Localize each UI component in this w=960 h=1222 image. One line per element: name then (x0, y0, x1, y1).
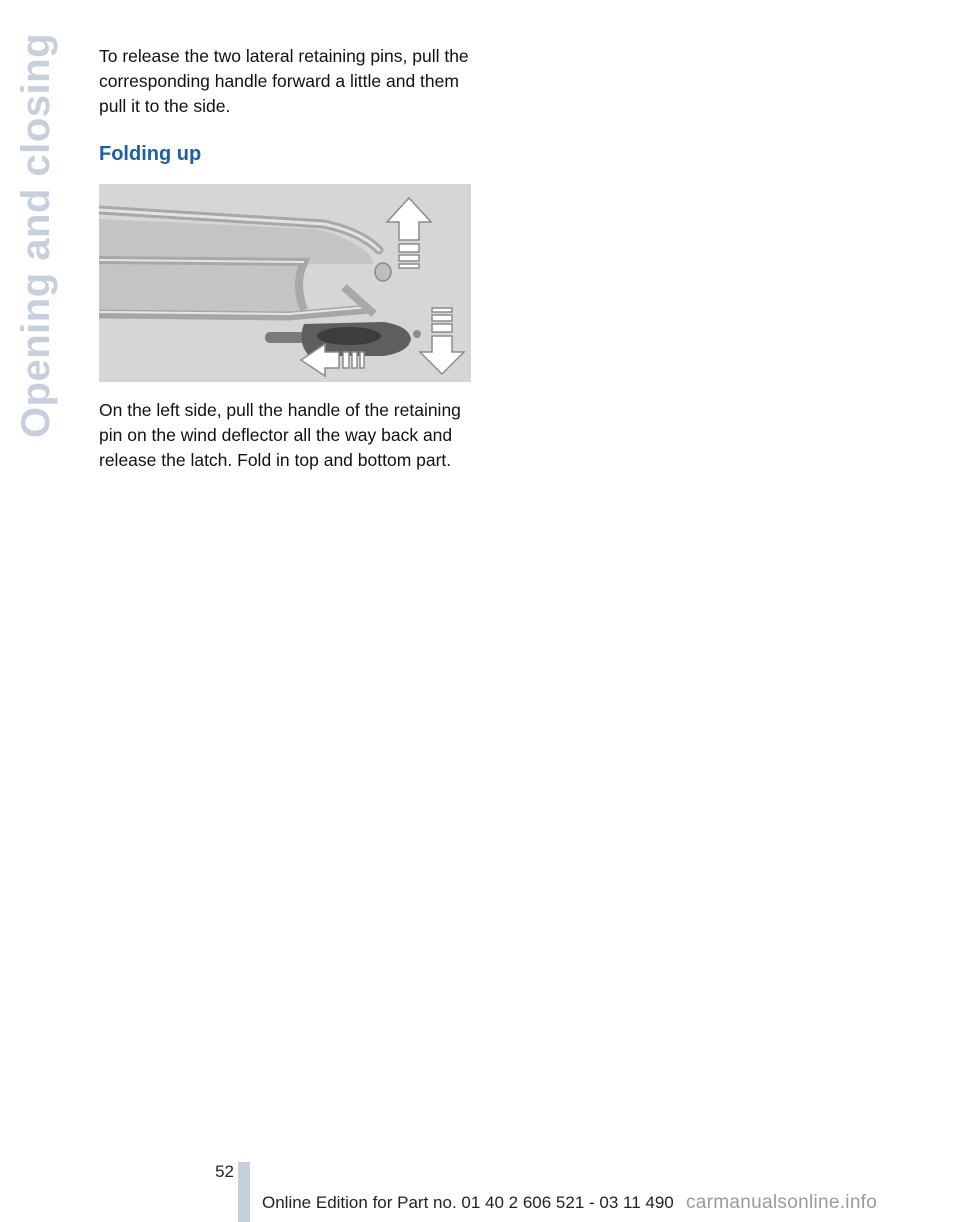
section-side-title (2, 32, 72, 438)
arrow-up-icon (387, 198, 431, 268)
page-number: 52 (215, 1162, 234, 1181)
main-content (99, 44, 479, 473)
section-heading: Folding up (99, 143, 202, 165)
body-paragraph: On the left side, pull the handle of the retaining pin on the wind deflector all the way back and release the latch. Fold in top and bottom part. (99, 400, 461, 470)
mesh-panel (99, 219, 374, 312)
intro-paragraph: To release the two lateral retaining pins, pull the corresponding handle forward a little and them pull it to the side. (99, 46, 469, 116)
pin-tip (413, 330, 421, 338)
arrow-down-icon (420, 308, 464, 374)
wind-deflector-illustration (99, 184, 471, 382)
upper-pin (375, 263, 391, 281)
edition-footer-text: Online Edition for Part no. 01 40 2 606 521 - 03 11 490 (262, 1193, 674, 1212)
footer-accent-bar (238, 1162, 250, 1222)
illustration-svg (99, 184, 471, 382)
site-watermark[interactable]: carmanualsonline.info (686, 1192, 878, 1213)
handle-grip (317, 327, 381, 345)
retaining-pin-rod (265, 332, 305, 343)
section-side-title-text: Opening and closing (14, 32, 59, 438)
